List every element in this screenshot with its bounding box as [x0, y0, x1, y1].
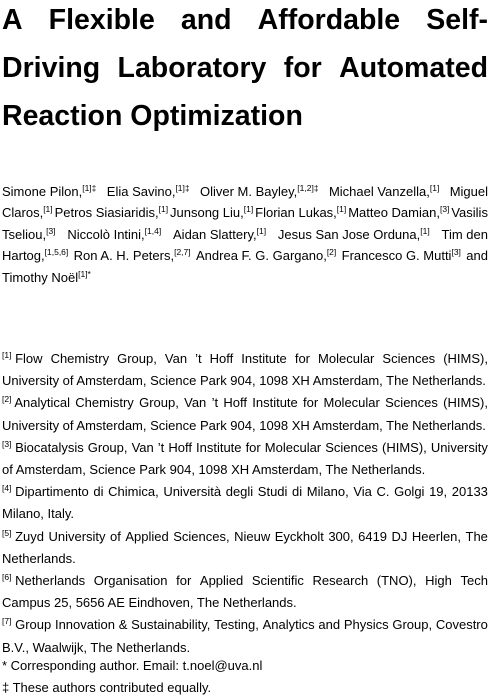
affiliation-line-1 — [2, 481, 488, 503]
affiliation-word: & — [118, 617, 128, 633]
author: Petros Siasiaridis,[1] — [54, 204, 169, 221]
affiliation — [2, 392, 488, 436]
affiliation-word: for — [294, 351, 310, 366]
author: Hartog,[1,5,6] — [2, 247, 69, 264]
author: Vasilis — [451, 205, 488, 221]
affiliation-word: Sciences, — [173, 528, 230, 544]
affiliation-word: Analytics — [262, 617, 315, 633]
affiliation-line-1 — [2, 348, 488, 370]
title-word: Self- — [426, 4, 488, 36]
title-word: A — [2, 4, 23, 36]
affiliation-word: 19, — [429, 484, 448, 500]
affiliation-word: Molecular — [323, 395, 380, 411]
affiliation-line-2: University of Amsterdam, Science Park 904, 1098 XH Amsterdam, The Netherlands. — [2, 373, 486, 389]
author: Junsong Liu,[1] — [170, 204, 254, 221]
affiliation-word: Sciences — [382, 351, 436, 366]
affiliation-word: Van — [184, 395, 207, 411]
affiliation-marker: [4] — [2, 483, 12, 494]
affiliation-word: for — [303, 395, 319, 411]
affiliation-word: and — [318, 617, 341, 633]
title-word: Automated — [339, 52, 488, 84]
author: Francesco G. Mutti[3] — [341, 247, 461, 264]
affiliation-word: Group, — [139, 395, 179, 411]
affiliation-word: Hoff — [209, 351, 234, 366]
affiliation — [2, 437, 488, 481]
affiliation-word: Institute — [241, 351, 287, 366]
title-word: for — [283, 52, 322, 84]
affiliation-word: 20133 — [451, 484, 488, 500]
author: Miguel — [449, 184, 488, 199]
author: Simone Pilon,$^{[1]\ddagger}$ — [2, 183, 97, 199]
author-line-3 — [2, 224, 488, 245]
author: Michael Vanzella,[1] — [328, 183, 440, 199]
affiliation-word: Chemistry — [50, 351, 110, 366]
affiliation-marker: [5] — [2, 527, 12, 538]
affiliation-marker: [3] — [2, 438, 12, 449]
affiliation-marker: [1] — [2, 350, 12, 360]
affiliation-word: [4] Dipartimento — [2, 483, 89, 500]
affiliation-word: Innovation — [54, 617, 115, 633]
affiliation-word: High — [425, 573, 452, 589]
affiliation-word: (HIMS), — [443, 351, 488, 366]
title-word: Affordable — [257, 4, 401, 36]
affiliation-marker: [6] — [2, 572, 12, 583]
affiliation-word: Institute — [195, 439, 242, 455]
affiliation-word: [6] Netherlands — [2, 572, 86, 589]
affiliation-line-2: B.V., Waalwijk, The Netherlands. — [2, 639, 191, 655]
title-word: and — [180, 4, 232, 36]
affiliation-word: Nieuw — [234, 528, 271, 544]
affiliation-word: Institute — [252, 395, 298, 411]
author: Andrea F. G. Gargano,[2] — [196, 247, 337, 264]
affiliation-word: Sciences — [385, 395, 438, 411]
affiliation-word: (HIMS), — [381, 439, 427, 455]
affiliation — [2, 570, 488, 614]
affiliation-line-1 — [2, 392, 488, 414]
title-line-3: Reaction Optimization — [2, 100, 303, 132]
affiliation-word: Research — [312, 573, 369, 589]
affiliation-marker: [2] — [2, 394, 12, 405]
author-list — [2, 181, 488, 288]
affiliation-word: [1] Flow — [2, 350, 43, 366]
affiliation-line-2: of Amsterdam, Science Park 904, 1098 XH Amsterdam, The Netherlands. — [2, 462, 426, 478]
affiliation-word: The — [465, 528, 488, 544]
affiliation-word: Università — [163, 484, 222, 500]
affiliation — [2, 614, 488, 658]
affiliation-word: Molecular — [264, 439, 322, 455]
author: Jesus San Jose Orduna,[1] — [277, 225, 430, 242]
affiliation-word: Golgi — [394, 484, 425, 500]
affiliation-word: Via — [353, 484, 372, 500]
affiliation-word: Molecular — [318, 351, 375, 366]
author: Ron A. H. Peters,[2,7] — [73, 247, 191, 264]
author-line-5 — [2, 267, 488, 288]
affiliation-word: Applied — [125, 528, 169, 544]
affiliation-word: University — [430, 439, 488, 455]
affiliation-word: C. — [376, 484, 390, 500]
affiliation-line-2: Campus 25, 5656 AE Eindhoven, The Netherlands. — [2, 595, 297, 611]
author: Tim den — [441, 226, 488, 242]
affiliation — [2, 481, 488, 525]
affiliation-line-1 — [2, 570, 488, 592]
affiliation-word: [2] Analytical — [2, 394, 70, 411]
affiliation-word: di — [93, 484, 104, 500]
affiliation-word: (HIMS), — [443, 395, 488, 411]
author: Tseliou,[3] — [2, 225, 56, 242]
affiliation-list — [2, 348, 488, 659]
affiliation-word: Hoff — [168, 439, 192, 455]
affiliation-word: Scientific — [251, 573, 304, 589]
affiliation-word: Applied — [199, 573, 244, 589]
affiliation-line-2: Netherlands. — [2, 550, 76, 566]
affiliation-word: Heerlen, — [411, 528, 462, 544]
affiliation-word: Physics — [343, 617, 389, 633]
affiliation-word: [5] Zuyd — [2, 527, 44, 544]
affiliation-word: Hoff — [223, 395, 247, 411]
affiliation — [2, 348, 488, 392]
affiliation-word: Organisation — [93, 573, 168, 589]
author: Claros,[1] — [2, 204, 53, 221]
affiliation-word: (TNO), — [376, 573, 417, 589]
affiliation-line-1 — [2, 437, 488, 459]
affiliation-word: Studi — [257, 484, 288, 500]
affiliation-word: for — [176, 573, 192, 589]
affiliation-word: DJ — [391, 528, 408, 544]
author: Aidan Slattery,[1] — [173, 225, 267, 242]
author-line-1 — [2, 181, 488, 202]
author: and — [466, 248, 488, 264]
affiliation-line-1 — [2, 526, 488, 548]
affiliation-word: Group, — [87, 439, 128, 455]
author-line-2 — [2, 202, 488, 223]
affiliation-word: ’t — [157, 439, 165, 455]
affiliation-line-2: University of Amsterdam, Science Park 904, 1098 XH Amsterdam, The Netherlands. — [2, 417, 486, 433]
title-line-1 — [2, 0, 488, 44]
affiliation-word: Testing, — [214, 617, 259, 633]
corresponding-author-note: * Corresponding author. Email: t.noel@uva.nl — [2, 658, 263, 673]
affiliation-word: Van — [164, 351, 188, 366]
affiliation-word: Sustainability, — [131, 617, 211, 633]
title-word: Flexible — [48, 4, 155, 36]
affiliation-word: Eyckholt — [274, 528, 324, 544]
affiliation-word: [3] Biocatalysis — [2, 438, 84, 455]
author: Niccolò Intini,[1,4] — [67, 225, 162, 242]
affiliation-word: for — [245, 439, 261, 455]
affiliation-word: Covestro — [435, 617, 488, 633]
affiliation-word: degli — [225, 484, 254, 500]
affiliation-line-1 — [2, 614, 488, 636]
title-word: Laboratory — [117, 52, 267, 84]
affiliation-line-2: Milano, Italy. — [2, 506, 75, 522]
affiliation-word: [7] Group — [2, 616, 52, 633]
affiliation-word: Milano, — [306, 484, 349, 500]
affiliation-word: Van — [131, 439, 154, 455]
affiliation-word: University — [48, 528, 106, 544]
affiliation-word: Chimica, — [108, 484, 159, 500]
affiliation-word: 6419 — [358, 528, 388, 544]
affiliation-word: Chemistry — [75, 395, 134, 411]
author: Elia Savino,$^{[1]\ddagger}$ — [106, 183, 190, 199]
affiliation-word: Sciences — [325, 439, 378, 455]
author: Oliver M. Bayley,$^{[1,2]\ddagger}$ — [200, 183, 319, 199]
affiliation-word: Group, — [392, 617, 433, 633]
affiliation-word: di — [292, 484, 303, 500]
equal-contribution-note: ‡ These authors contributed equally. — [2, 680, 212, 695]
author: Timothy Noël$^{[1]*}$ — [2, 268, 91, 285]
affiliation-word: Group, — [117, 351, 157, 366]
author-line-4 — [2, 245, 488, 266]
footnotes — [2, 655, 488, 699]
affiliation-word: ’t — [211, 395, 219, 411]
title-line-2 — [2, 44, 488, 92]
paper-title — [2, 0, 488, 140]
affiliation-marker: [7] — [2, 616, 12, 627]
affiliation-word: ’t — [195, 351, 202, 366]
affiliation-word: 300, — [328, 528, 354, 544]
affiliation-word: Tech — [460, 573, 488, 589]
author: Matteo Damian,[3] — [348, 204, 450, 221]
affiliation-word: of — [110, 528, 121, 544]
author: Florian Lukas,[1] — [255, 204, 347, 221]
affiliation — [2, 526, 488, 570]
title-word: Driving — [2, 52, 101, 84]
